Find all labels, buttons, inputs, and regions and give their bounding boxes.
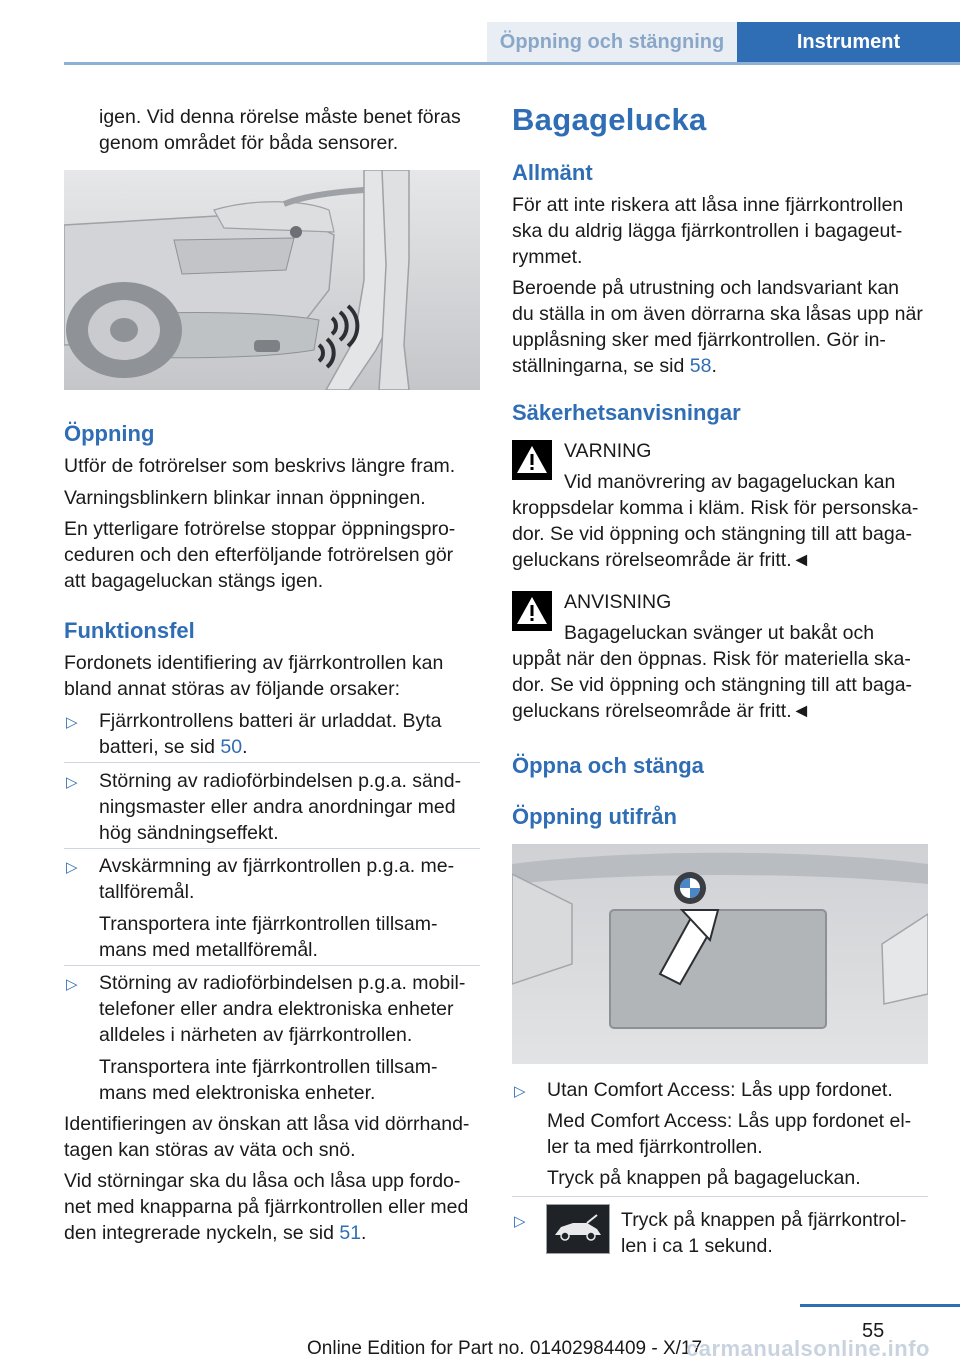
intro-line-2: genom området för båda sensorer. bbox=[99, 132, 399, 154]
step-1-line-1: Utan Comfort Access: Lås upp fordonet. bbox=[547, 1079, 893, 1101]
triangle-right-icon: ▷ bbox=[66, 774, 78, 791]
fault-p1-line-2: bland annat störas av följande orsaker: bbox=[64, 678, 401, 700]
step-2-line-2: len i ca 1 sekund. bbox=[621, 1235, 773, 1257]
open-close-heading: Öppna och stänga bbox=[512, 753, 704, 778]
bullet-4-line-2: telefoner eller andra elektroniska enheter bbox=[99, 998, 454, 1020]
page-link-58[interactable]: 58 bbox=[689, 355, 712, 377]
warning-line-3: dor. Se vid öppning och stängning till att baga- bbox=[512, 523, 913, 545]
opening-p3-line-3: att bagageluckan stängs igen. bbox=[64, 570, 324, 592]
bullet-1-line-2: batteri, se sid 50. bbox=[99, 736, 248, 758]
car-trunk-button-icon bbox=[546, 1204, 610, 1254]
storn-line-2: net med knapparna på fjärrkontrollen eller med bbox=[64, 1196, 469, 1218]
step-1-line-4: Tryck på knappen på bagageluckan. bbox=[547, 1167, 861, 1189]
ident-line-1: Identifieringen av önskan att låsa vid dörrhand- bbox=[64, 1113, 470, 1135]
ident-line-2: tagen kan störas av väta och snö. bbox=[64, 1139, 356, 1161]
header-chapter-tab[interactable]: Instrument bbox=[796, 31, 901, 53]
warning-line-4: geluckans rörelseområde är fritt.◄ bbox=[512, 549, 811, 571]
watermark: carmanualsonline.info bbox=[686, 1336, 930, 1361]
divider bbox=[64, 965, 480, 966]
rear-car-sensor-drawing bbox=[64, 170, 480, 390]
opening-p1: Utför de fotrörelser som beskrivs längre fram. bbox=[64, 455, 456, 477]
bullet-4-line-1: Störning av radioförbindelsen p.g.a. mobil- bbox=[99, 972, 466, 994]
safety-heading: Säkerhetsanvisningar bbox=[512, 400, 741, 425]
header-section-tab[interactable]: Öppning och stängning bbox=[499, 31, 725, 53]
footer-rule bbox=[800, 1304, 960, 1307]
warning-line-2: kroppsdelar komma i kläm. Risk för personska- bbox=[512, 497, 919, 519]
opening-p2: Varningsblinkern blinkar innan öppningen. bbox=[64, 487, 426, 509]
trunk-button-illustration bbox=[512, 844, 928, 1064]
bullet-3-line-3: Transportera inte fjärrkontrollen tillsam- bbox=[99, 913, 438, 935]
fault-heading: Funktionsfel bbox=[64, 618, 195, 643]
trunk-button-drawing bbox=[512, 844, 928, 1064]
triangle-right-icon: ▷ bbox=[66, 859, 78, 876]
general-heading: Allmänt bbox=[512, 160, 593, 185]
opening-p3-line-1: En ytterligare fotrörelse stoppar öppningspro- bbox=[64, 518, 456, 540]
opening-heading: Öppning bbox=[64, 421, 155, 446]
general-p2-line-4: ställningarna, se sid 58. bbox=[512, 355, 717, 377]
opening-p3-line-2: ceduren och den efterföljande fotrörelsen gör bbox=[64, 544, 454, 566]
warning-title: VARNING bbox=[564, 440, 652, 462]
triangle-right-icon: ▷ bbox=[514, 1083, 526, 1100]
warning-triangle-icon bbox=[512, 591, 552, 631]
triangle-right-icon: ▷ bbox=[66, 976, 78, 993]
page-link-50[interactable]: 50 bbox=[220, 736, 243, 758]
outside-opening-heading: Öppning utifrån bbox=[512, 804, 677, 829]
bullet-4-line-4: Transportera inte fjärrkontrollen tillsam- bbox=[99, 1056, 438, 1078]
general-p2-line-3: upplåsning sker med fjärrkontrollen. Gör in- bbox=[512, 329, 886, 351]
general-p2-line-2: du ställa in om även dörrarna ska låsas upp när bbox=[512, 303, 923, 325]
page-title: Bagagelucka bbox=[512, 102, 707, 137]
bullet-4-line-5: mans med elektroniska enheter. bbox=[99, 1082, 376, 1104]
divider bbox=[64, 848, 480, 849]
bullet-3-line-4: mans med metallföremål. bbox=[99, 939, 318, 961]
bullet-4-line-3: alldeles i närheten av fjärrkontrollen. bbox=[99, 1024, 413, 1046]
edition-text: Online Edition for Part no. 01402984409 - X/17 bbox=[307, 1338, 703, 1359]
step-1-line-2: Med Comfort Access: Lås upp fordonet el- bbox=[547, 1110, 912, 1132]
triangle-right-icon: ▷ bbox=[514, 1213, 526, 1230]
bullet-1-text: batteri, se sid bbox=[99, 736, 221, 758]
general-p1-line-1: För att inte riskera att låsa inne fjärrkontrollen bbox=[512, 194, 904, 216]
storn-line-3: den integrerade nyckeln, se sid 51. bbox=[64, 1222, 367, 1244]
intro-line-1: igen. Vid denna rörelse måste benet föras bbox=[99, 106, 461, 128]
storn-text: den integrerade nyckeln, se sid bbox=[64, 1222, 340, 1244]
divider bbox=[64, 762, 480, 763]
page-number: 55 bbox=[862, 1320, 885, 1342]
rear-car-sensor-illustration bbox=[64, 170, 480, 390]
note-title: ANVISNING bbox=[564, 591, 672, 613]
step-2-line-1: Tryck på knappen på fjärrkontrol- bbox=[621, 1209, 907, 1231]
storn-line-1: Vid störningar ska du låsa och låsa upp fordo- bbox=[64, 1170, 461, 1192]
bullet-2-line-2: ningsmaster eller andra anordningar med bbox=[99, 796, 456, 818]
warning-triangle-icon bbox=[512, 440, 552, 480]
note-line-3: dor. Se vid öppning och stängning till att baga- bbox=[512, 674, 913, 696]
general-p2-text: ställningarna, se sid bbox=[512, 355, 690, 377]
fault-p1-line-1: Fordonets identifiering av fjärrkontrollen kan bbox=[64, 652, 444, 674]
bullet-1-line-1: Fjärrkontrollens batteri är urladdat. Byta bbox=[99, 710, 442, 732]
general-p1-line-2: ska du aldrig lägga fjärrkontrollen i bagageut- bbox=[512, 220, 903, 242]
bullet-2-line-3: hög sändningseffekt. bbox=[99, 822, 279, 844]
bullet-3-line-1: Avskärmning av fjärrkontrollen p.g.a. me- bbox=[99, 855, 455, 877]
bullet-2-line-1: Störning av radioförbindelsen p.g.a. sänd- bbox=[99, 770, 462, 792]
header-rule bbox=[64, 62, 960, 65]
divider bbox=[512, 1196, 928, 1197]
note-line-1: Bagageluckan svänger ut bakåt och bbox=[564, 622, 875, 644]
page-link-51[interactable]: 51 bbox=[339, 1222, 362, 1244]
general-p1-line-3: rymmet. bbox=[512, 246, 583, 268]
note-line-2: uppåt när den öppnas. Risk för materiella ska- bbox=[512, 648, 911, 670]
triangle-right-icon: ▷ bbox=[66, 714, 78, 731]
note-line-4: geluckans rörelseområde är fritt.◄ bbox=[512, 700, 811, 722]
general-p2-line-1: Beroende på utrustning och landsvariant kan bbox=[512, 277, 900, 299]
bullet-3-line-2: tallföremål. bbox=[99, 881, 195, 903]
warning-line-1: Vid manövrering av bagageluckan kan bbox=[564, 471, 896, 493]
step-1-line-3: ler ta med fjärrkontrollen. bbox=[547, 1136, 763, 1158]
